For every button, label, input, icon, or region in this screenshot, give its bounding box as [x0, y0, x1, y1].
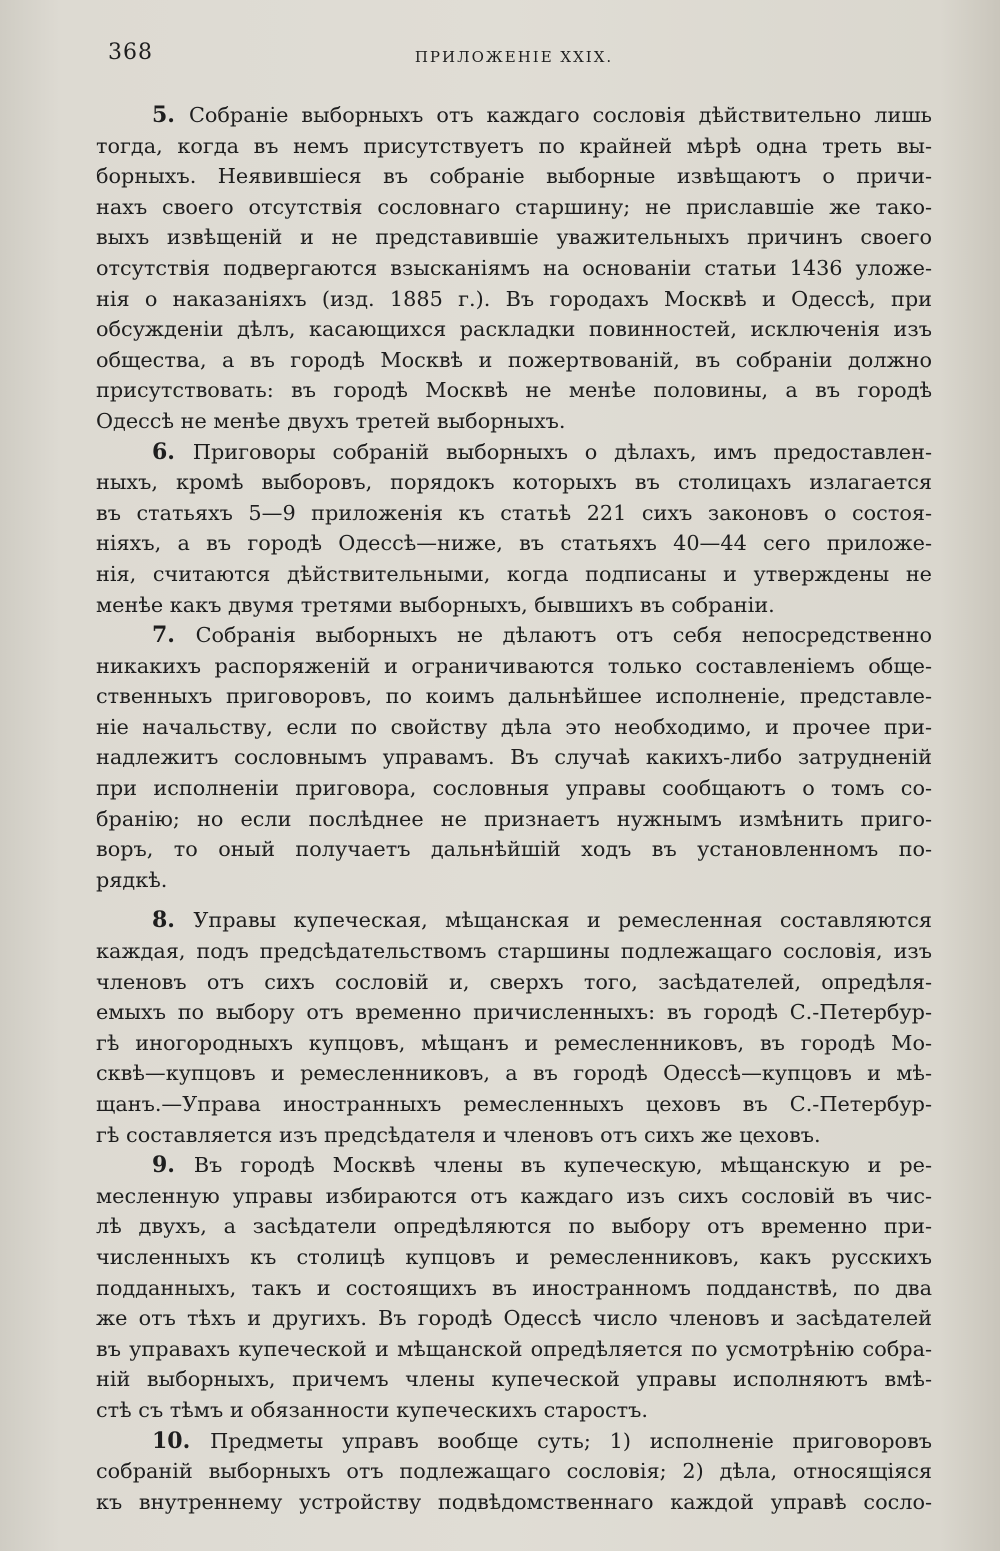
article-paragraph	[96, 905, 932, 1150]
article-number: 5.	[152, 102, 189, 128]
article-text: Въ городѣ Москвѣ члены въ купеческую, мѣщанскую и ре-	[193, 1153, 932, 1178]
text-line: борныхъ. Неявившіеся въ собраніе выборные извѣщаютъ о причи-	[96, 164, 932, 189]
article-text: Собраніе выборныхъ отъ каждаго сословія дѣйствительно лишь	[188, 103, 932, 127]
text-line: Одессѣ не менѣе двухъ третей выборныхъ.	[96, 408, 566, 433]
text-line: въ управахъ купеческой и мѣщанской опредѣляется по усмотрѣнію собра-	[96, 1336, 932, 1361]
text-line: при исполненіи приговора, сословныя управы сообщаютъ о томъ со-	[96, 776, 932, 801]
text-line: щанъ.—Управа иностранныхъ ремесленныхъ цеховъ въ С.-Петербур-	[96, 1092, 932, 1116]
text-line: нія, считаются дѣйствительными, когда подписаны и утверждены не	[96, 561, 932, 586]
text-line: къ внутреннему устройству подвѣдомственнаго каждой управѣ сосло-	[96, 1489, 932, 1514]
article-text: Собранія выборныхъ не дѣлаютъ отъ себя непосредственно	[195, 623, 932, 648]
article-number: 8.	[152, 907, 194, 934]
page-header	[108, 40, 920, 72]
running-title: ПРИЛОЖЕНІЕ XXIX.	[414, 48, 614, 66]
text-line: ніяхъ, а въ городѣ Одессѣ—ниже, въ статьяхъ 40—44 сего приложе-	[96, 531, 932, 556]
text-line: подданныхъ, такъ и состоящихъ въ иностранномъ подданствѣ, по два	[96, 1275, 932, 1300]
text-line: месленную управы избираются отъ каждаго изъ сихъ сословій въ чис-	[96, 1183, 932, 1208]
text-line: обсужденіи дѣлъ, касающихся раскладки повинностей, исключенія изъ	[96, 317, 932, 342]
text-line: собраній выборныхъ отъ подлежащаго сословія; 2) дѣла, относящіяся	[96, 1459, 932, 1484]
article-paragraph	[96, 1150, 932, 1425]
text-line: численныхъ къ столицѣ купцовъ и ремесленниковъ, какъ русскихъ	[96, 1244, 932, 1269]
text-line: тогда, когда въ немъ присутствуетъ по крайней мѣрѣ одна треть вы-	[96, 133, 932, 158]
document-body	[96, 100, 932, 1517]
text-line	[96, 437, 932, 468]
article-text: Приговоры собраній выборныхъ о дѣлахъ, имъ предоставлен-	[192, 439, 932, 464]
article-paragraph	[96, 437, 932, 621]
text-line: гѣ иногородныхъ купцовъ, мѣщанъ и ремесленниковъ, въ городѣ Мо-	[96, 1030, 932, 1055]
text-line: сквѣ—купцовъ и ремесленниковъ, а въ городѣ Одессѣ—купцовъ и мѣ-	[96, 1061, 932, 1086]
text-line: общества, а въ городѣ Москвѣ и пожертвованій, въ собраніи должно	[96, 347, 932, 372]
page-number: 368	[108, 40, 153, 65]
text-line: ній выборныхъ, причемъ члены купеческой управы исполняютъ вмѣ-	[96, 1367, 932, 1392]
text-line: ніе начальству, если по свойству дѣла это необходимо, и прочее при-	[96, 714, 932, 739]
article-number: 10.	[152, 1427, 211, 1454]
text-line	[96, 1150, 932, 1181]
article-number: 7.	[152, 622, 196, 649]
article-text: Предметы управъ вообще суть; 1) исполненіе приговоровъ	[210, 1428, 932, 1453]
text-line: присутствовать: въ городѣ Москвѣ не менѣе половины, а въ городѣ	[96, 378, 932, 403]
text-line: ныхъ, кромѣ выборовъ, порядокъ которыхъ въ столицахъ излагается	[96, 470, 932, 495]
text-line	[96, 100, 932, 131]
text-line: лѣ двухъ, а засѣдатели опредѣляются по выбору отъ временно при-	[96, 1214, 932, 1239]
text-line: стѣ съ тѣмъ и обязанности купеческихъ старостъ.	[96, 1397, 649, 1422]
text-line: емыхъ по выбору отъ временно причисленныхъ: въ городѣ С.-Петербур-	[96, 1000, 932, 1025]
text-line: членовъ отъ сихъ сословій и, сверхъ того, засѣдателей, опредѣля-	[96, 969, 932, 994]
text-line: каждая, подъ предсѣдательствомъ старшины подлежащаго сословія, изъ	[96, 939, 932, 964]
text-line: въ статьяхъ 5—9 приложенія къ статьѣ 221 сихъ законовъ о состоя-	[96, 500, 932, 525]
article-number: 6.	[152, 438, 193, 465]
text-line: никакихъ распоряженій и ограничиваются только составленіемъ обще-	[96, 653, 932, 678]
text-line: же отъ тѣхъ и другихъ. Въ городѣ Одессѣ число членовъ и засѣдателей	[96, 1306, 932, 1331]
article-paragraph	[96, 620, 932, 895]
text-line: гѣ составляется изъ предсѣдателя и членовъ отъ сихъ же цеховъ.	[96, 1122, 821, 1147]
text-line: ственныхъ приговоровъ, по коимъ дальнѣйшее исполненіе, представле-	[96, 684, 932, 709]
article-paragraph	[96, 100, 932, 437]
text-line: бранію; но если послѣднее не признаетъ нужнымъ измѣнить приго-	[96, 806, 932, 831]
text-line: выхъ извѣщеній и не представившіе уважительныхъ причинъ своего	[96, 225, 932, 250]
text-line: надлежитъ сословнымъ управамъ. Въ случаѣ какихъ-либо затрудненій	[96, 745, 932, 770]
text-line: нія о наказаніяхъ (изд. 1885 г.). Въ городахъ Москвѣ и Одессѣ, при	[96, 286, 932, 311]
text-line: воръ, то оный получаетъ дальнѣйшій ходъ въ установленномъ по-	[96, 837, 932, 862]
article-number: 9.	[152, 1152, 194, 1179]
text-line: отсутствія подвергаются взысканіямъ на основаніи статьи 1436 уложе-	[96, 255, 932, 280]
text-line	[96, 1426, 932, 1457]
text-line: нахъ своего отсутствія сословнаго старшину; не приславшіе же тако-	[96, 194, 932, 219]
text-line	[96, 620, 932, 651]
text-line: менѣе какъ двумя третями выборныхъ, бывшихъ въ собраніи.	[96, 592, 775, 617]
text-line	[96, 905, 932, 936]
paragraph-gap	[96, 895, 932, 905]
article-paragraph	[96, 1426, 932, 1518]
text-line: рядкѣ.	[96, 867, 168, 892]
article-text: Управы купеческая, мѣщанская и ремесленная составляются	[193, 908, 932, 933]
